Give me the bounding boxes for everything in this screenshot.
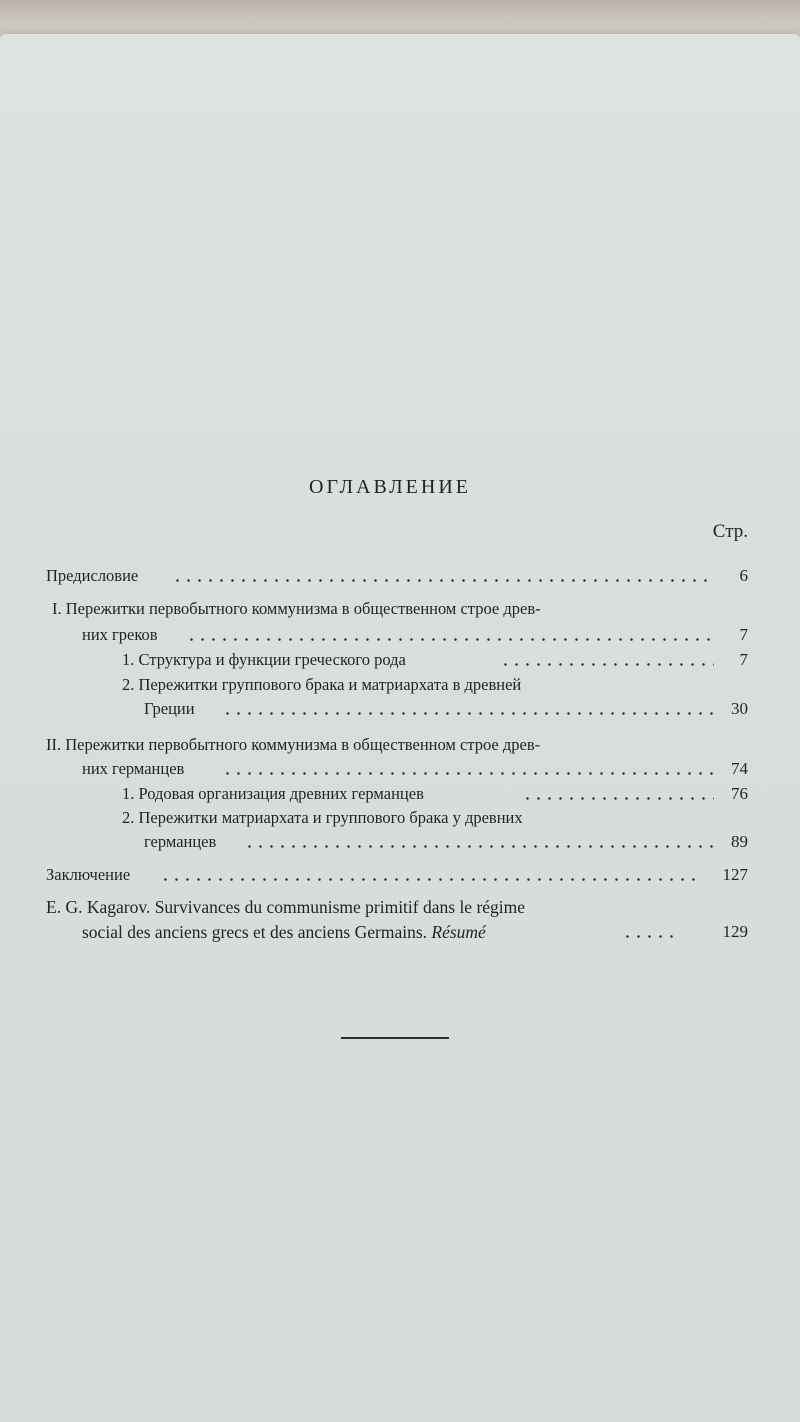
toc-entry-preface	[0, 566, 800, 590]
toc-entry-text: Предисловие	[46, 566, 139, 585]
toc-entry-greek-marriage	[0, 699, 800, 723]
book-page	[0, 34, 800, 1422]
toc-entry-page: 127	[722, 865, 748, 884]
resume-word: Résumé	[431, 922, 486, 942]
dot-leader	[244, 845, 714, 848]
toc-entry-part1-line1: I. Пережитки первобытного коммунизма в общественном строе древ-	[52, 599, 541, 618]
dot-leader	[500, 663, 714, 666]
toc-entry-page: 129	[722, 922, 748, 941]
toc-heading: ОГЛАВЛЕНИЕ	[309, 476, 471, 498]
toc-entry-resume	[0, 922, 800, 946]
toc-entry-text: 1. Структура и функции греческого рода	[122, 650, 406, 669]
toc-entry-text: германцев	[144, 832, 217, 851]
toc-entry-greek-marriage-line1: 2. Пережитки группового брака и матриархата в древней	[122, 675, 522, 694]
dot-leader	[160, 878, 700, 881]
toc-entry-page: 6	[739, 566, 748, 585]
toc-entry-page: 76	[731, 784, 748, 803]
toc-entry-text: них германцев	[82, 759, 185, 778]
toc-entry-text: social des anciens grecs et des anciens Germains.	[82, 922, 428, 942]
toc-entry-resume-line2	[82, 922, 486, 943]
toc-entry-part2-line1: II. Пережитки первобытного коммунизма в общественном строе древ-	[46, 735, 541, 754]
toc-entry-part2	[0, 759, 800, 783]
dot-leader	[172, 579, 714, 582]
toc-entry-page: 30	[731, 699, 748, 718]
dot-leader	[622, 935, 680, 938]
toc-entry-page: 74	[731, 759, 748, 778]
toc-entry-greek-clan	[0, 650, 800, 674]
toc-entry-part1	[0, 625, 800, 649]
toc-entry-text: Заключение	[46, 865, 131, 884]
dot-leader	[522, 797, 714, 800]
end-rule	[341, 1037, 449, 1039]
toc-entry-page: 7	[739, 650, 748, 669]
toc-entry-conclusion	[0, 865, 800, 889]
page-column-label: Стр.	[712, 521, 748, 542]
toc-entry-text: них греков	[82, 625, 158, 644]
toc-entry-germanic-matriarchy-line1: 2. Пережитки матриархата и группового брака у древних	[122, 808, 523, 827]
toc-entry-germanic-matriarchy	[0, 832, 800, 856]
toc-entry-resume-line1: E. G. Kagarov. Survivances du communisme primitif dans le régime	[46, 897, 526, 917]
toc-entry-germanic-clan	[0, 784, 800, 808]
dot-leader	[222, 772, 714, 775]
toc-entry-text: Греции	[144, 699, 195, 718]
toc-entry-page: 7	[739, 625, 748, 644]
toc-entry-text: 1. Родовая организация древних германцев	[122, 784, 424, 803]
dot-leader	[222, 712, 714, 715]
toc-entry-page: 89	[731, 832, 748, 851]
dot-leader	[186, 638, 714, 641]
